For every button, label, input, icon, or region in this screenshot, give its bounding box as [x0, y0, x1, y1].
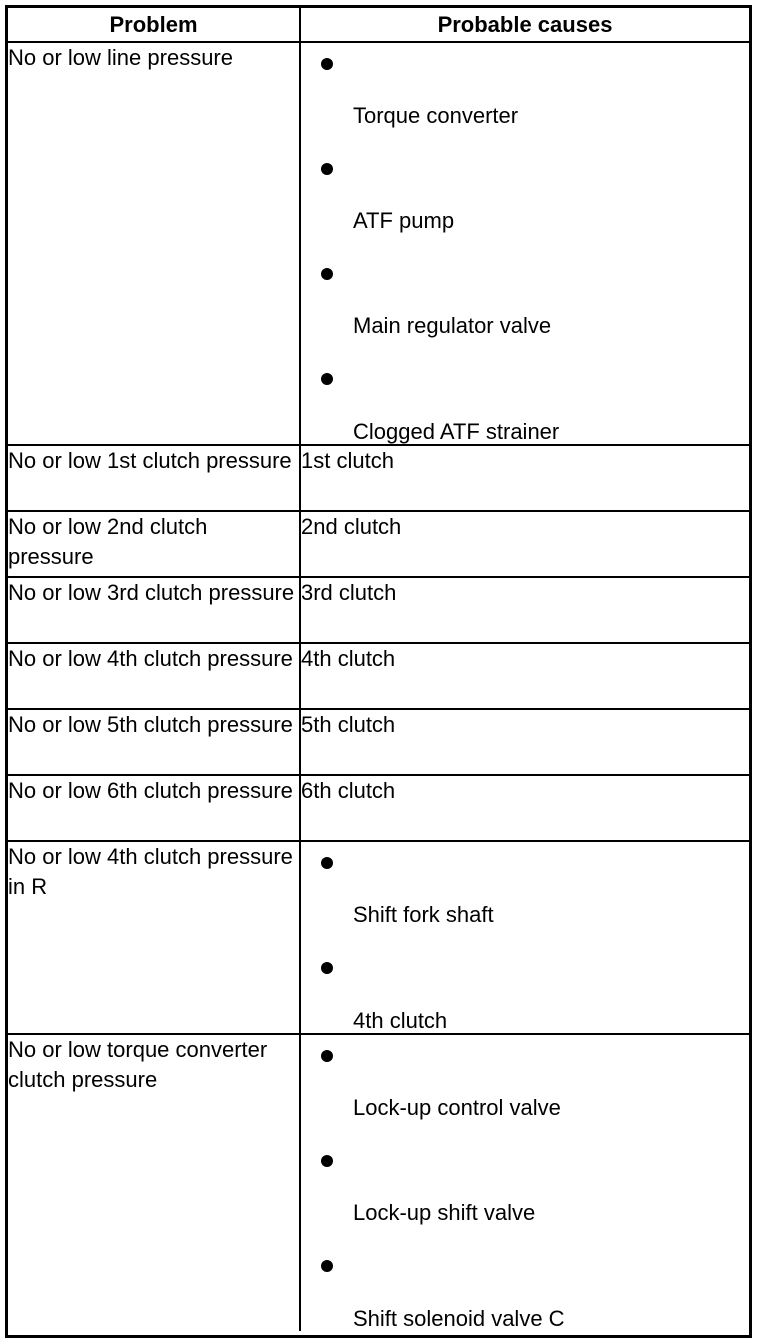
problem-cell: No or low 5th clutch pressure: [8, 709, 300, 775]
cause-cell: 3rd clutch: [300, 577, 749, 643]
table-row: [8, 775, 749, 841]
table-row: [8, 1034, 749, 1331]
cause-label: Main regulator valve: [353, 313, 552, 338]
troubleshooting-table: [8, 8, 749, 1331]
cause-label: Lock-up shift valve: [353, 1200, 536, 1225]
header-probable-causes: Probable causes: [300, 8, 749, 42]
problem-cell: No or low 4th clutch pressure in R: [8, 841, 300, 1034]
cause-label: Shift fork shaft: [353, 902, 494, 927]
bullet-icon: [321, 857, 333, 869]
cause-item: [301, 253, 749, 358]
cause-item: [301, 148, 749, 253]
cause-item: [301, 1035, 749, 1140]
header-problem: Problem: [8, 8, 300, 42]
cause-label: Shift solenoid valve C: [353, 1306, 565, 1331]
bullet-icon: [321, 1155, 333, 1167]
problem-cell: No or low 1st clutch pressure: [8, 445, 300, 511]
cause-cell: 6th clutch: [300, 775, 749, 841]
causes-cell: [300, 1034, 749, 1331]
cause-cell: 2nd clutch: [300, 511, 749, 577]
bullet-icon: [321, 163, 333, 175]
bullet-icon: [321, 58, 333, 70]
cause-item: [301, 43, 749, 148]
cause-cell: 1st clutch: [300, 445, 749, 511]
cause-cell: 4th clutch: [300, 643, 749, 709]
cause-item: [301, 842, 749, 947]
causes-cell: [300, 841, 749, 1034]
table-row: [8, 511, 749, 577]
table-row: [8, 577, 749, 643]
cause-label: ATF pump: [353, 208, 455, 233]
problem-cell: No or low 2nd clutch pressure: [8, 511, 300, 577]
problem-cell: No or low 6th clutch pressure: [8, 775, 300, 841]
cause-label: Clogged ATF strainer: [353, 419, 560, 444]
table-header-row: [8, 8, 749, 42]
table-row: [8, 42, 749, 445]
cause-label: Lock-up control valve: [353, 1095, 561, 1120]
cause-item: [301, 947, 749, 1033]
cause-item: [301, 1140, 749, 1245]
bullet-icon: [321, 1050, 333, 1062]
problem-cell: No or low 4th clutch pressure: [8, 643, 300, 709]
cause-label: Torque converter: [353, 103, 519, 128]
table-row: [8, 445, 749, 511]
table-row: [8, 643, 749, 709]
problem-cell: No or low 3rd clutch pressure: [8, 577, 300, 643]
cause-cell: 5th clutch: [300, 709, 749, 775]
troubleshooting-table-frame: [5, 5, 752, 1338]
table-row: [8, 841, 749, 1034]
cause-item: [301, 358, 749, 444]
problem-cell: No or low line pressure: [8, 42, 300, 445]
cause-label: 4th clutch: [353, 1008, 448, 1033]
bullet-icon: [321, 373, 333, 385]
bullet-icon: [321, 1260, 333, 1272]
causes-cell: [300, 42, 749, 445]
problem-cell: No or low torque converter clutch pressure: [8, 1034, 300, 1331]
bullet-icon: [321, 268, 333, 280]
table-row: [8, 709, 749, 775]
cause-item: [301, 1245, 749, 1331]
bullet-icon: [321, 962, 333, 974]
